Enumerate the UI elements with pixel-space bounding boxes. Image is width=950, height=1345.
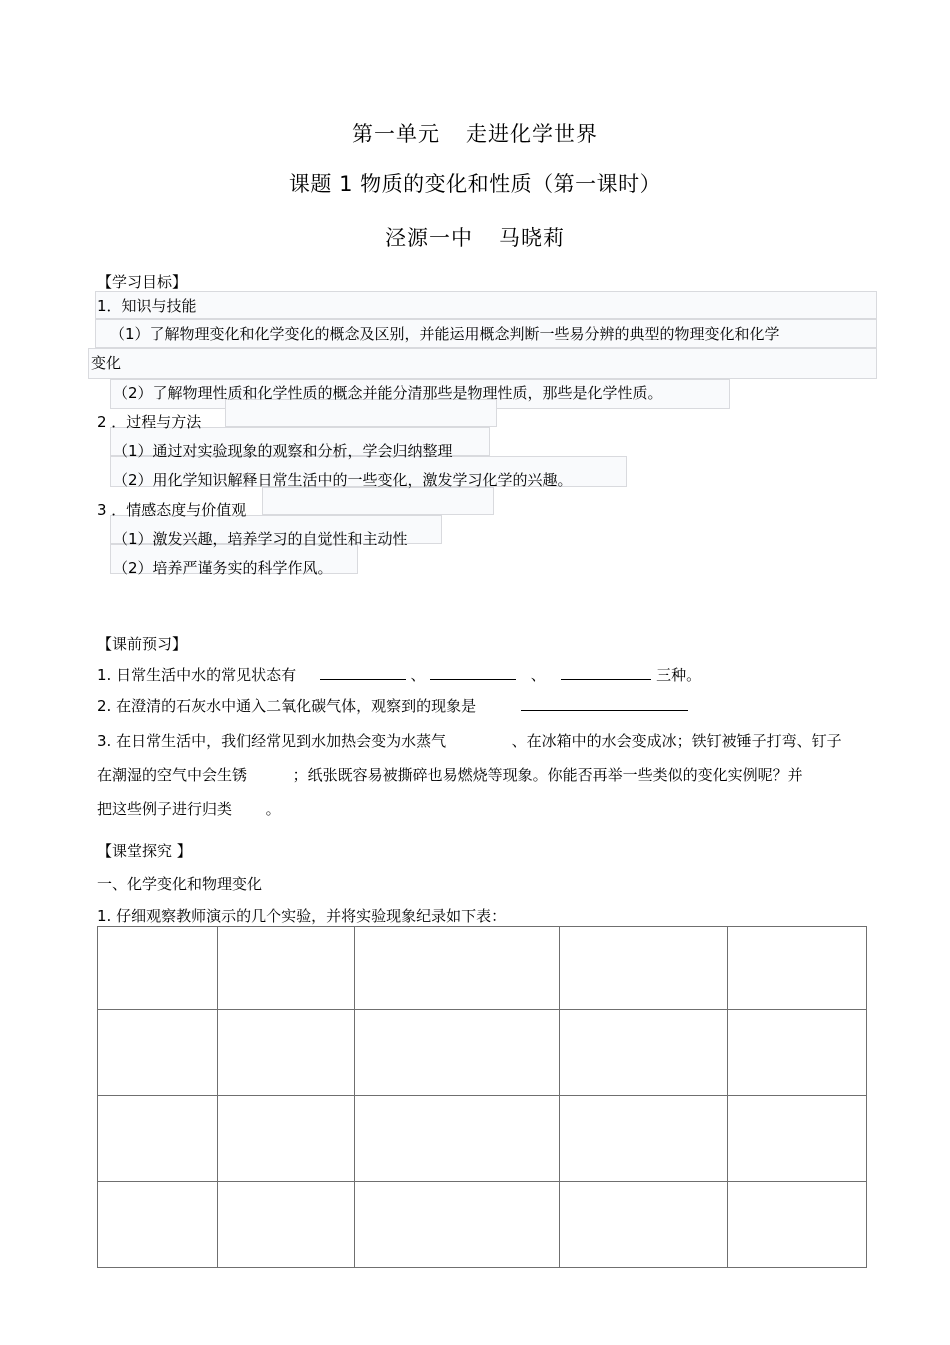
objective-item-8: 3 ．情感态度与价值观 bbox=[97, 501, 247, 519]
ghost-box-3 bbox=[88, 348, 877, 379]
preview-q3-l2-text: 在潮湿的空气中会生锈 bbox=[97, 766, 248, 784]
preview-q3-l3-text: 把这些例子进行归类 bbox=[97, 800, 233, 818]
table-cell-after bbox=[560, 1010, 728, 1096]
ghost-box-1 bbox=[95, 291, 877, 319]
preview-question-1 bbox=[97, 665, 701, 685]
preview-q2-blank[interactable] bbox=[521, 696, 688, 711]
table-header-phenomenon bbox=[355, 927, 560, 1010]
objective-item-6: （1）通过对实验现象的观察和分析，学会归纳整理 bbox=[113, 442, 453, 460]
table-header-before bbox=[218, 927, 355, 1010]
table-cell-before bbox=[218, 1096, 355, 1182]
preview-q3-l1-text: 3. 在日常生活中，我们经常见到水加热会变为水蒸气 bbox=[97, 732, 447, 750]
page-title-lesson bbox=[0, 168, 950, 198]
preview-q1-sep-2: 、 bbox=[530, 666, 546, 684]
preview-q1-blank-2[interactable] bbox=[430, 665, 516, 680]
preview-q3-l3-tail: 。 bbox=[265, 800, 281, 818]
preview-question-3-line-3 bbox=[97, 799, 281, 819]
table-cell-index bbox=[98, 1010, 218, 1096]
table-cell-phenomenon[interactable] bbox=[355, 1096, 560, 1182]
table-header-new-substance bbox=[728, 927, 867, 1010]
preview-q1-text: 1. 日常生活中水的常见状态有 bbox=[97, 666, 297, 684]
table-header-after bbox=[560, 927, 728, 1010]
byline-school: 泾源一中 bbox=[385, 226, 473, 250]
table-row bbox=[98, 1182, 867, 1268]
preview-q1-sep-1: 、 bbox=[410, 666, 426, 684]
table-header-index bbox=[98, 927, 218, 1010]
preview-q2-text: 2. 在澄清的石灰水中通入二氧化碳气体，观察到的现象是 bbox=[97, 697, 477, 715]
preview-q3-l2-tail: ；纸张既容易被撕碎也易燃烧等现象。你能否再举一些类似的变化实例呢？并 bbox=[292, 766, 803, 784]
table-cell-new-substance[interactable] bbox=[728, 1010, 867, 1096]
preview-question-3-line-2 bbox=[97, 765, 803, 785]
preview-q3-l1-tail: 、在冰箱中的水会变成冰；铁钉被锤子打弯、钉子 bbox=[511, 732, 842, 750]
table-row bbox=[98, 1010, 867, 1096]
objective-item-4: （2）了解物理性质和化学性质的概念并能分清那些是物理性质，那些是化学性质。 bbox=[113, 384, 663, 402]
objective-item-5: 2 ．过程与方法 bbox=[97, 413, 202, 431]
preview-question-3-line-1 bbox=[97, 731, 842, 751]
table-cell-new-substance[interactable] bbox=[728, 1182, 867, 1268]
objectives-heading: 【学习目标】 bbox=[97, 273, 188, 291]
preview-q1-tail: 三种。 bbox=[656, 666, 702, 684]
table-cell-after bbox=[560, 1182, 728, 1268]
inquiry-heading: 【课堂探究 】 bbox=[97, 842, 192, 860]
table-cell-phenomenon[interactable] bbox=[355, 1010, 560, 1096]
objective-item-9: （1）激发兴趣，培养学习的自觉性和主动性 bbox=[113, 530, 408, 548]
table-cell-after bbox=[560, 1096, 728, 1182]
title-unit-number: 第一单元 bbox=[352, 122, 440, 146]
preview-heading: 【课前预习】 bbox=[97, 635, 188, 653]
table-cell-before bbox=[218, 1182, 355, 1268]
ghost-box-8 bbox=[262, 487, 494, 515]
table-cell-new-substance[interactable] bbox=[728, 1096, 867, 1182]
page-title-byline bbox=[0, 222, 950, 252]
byline-author: 马晓莉 bbox=[499, 226, 565, 250]
preview-q1-blank-3[interactable] bbox=[561, 665, 651, 680]
table-cell-before bbox=[218, 1010, 355, 1096]
preview-question-2 bbox=[97, 696, 688, 716]
table-header-row bbox=[98, 927, 867, 1010]
table-cell-phenomenon[interactable] bbox=[355, 1182, 560, 1268]
objective-item-7: （2）用化学知识解释日常生活中的一些变化，激发学习化学的兴趣。 bbox=[113, 471, 573, 489]
experiment-table bbox=[97, 926, 867, 1268]
title-lesson-text: 课题 1 物质的变化和性质（第一课时） bbox=[288, 172, 662, 196]
objective-item-10: （2）培养严谨务实的科学作风。 bbox=[113, 559, 333, 577]
objective-item-2: （1）了解物理变化和化学变化的概念及区别，并能运用概念判断一些易分辨的典型的物理变化和化学 bbox=[110, 325, 780, 343]
objective-item-1: 1．知识与技能 bbox=[97, 297, 197, 315]
inquiry-instruction: 1. 仔细观察教师演示的几个实验，并将实验现象纪录如下表： bbox=[97, 907, 507, 925]
inquiry-subheading: 一、化学变化和物理变化 bbox=[97, 875, 263, 893]
table-cell-index bbox=[98, 1096, 218, 1182]
title-unit-name: 走进化学世界 bbox=[466, 122, 598, 146]
table-cell-index bbox=[98, 1182, 218, 1268]
objective-item-3: 变化 bbox=[91, 354, 122, 372]
ghost-box-5 bbox=[225, 399, 497, 427]
page-title-unit bbox=[0, 118, 950, 148]
preview-q1-blank-1[interactable] bbox=[320, 665, 406, 680]
table-row bbox=[98, 1096, 867, 1182]
